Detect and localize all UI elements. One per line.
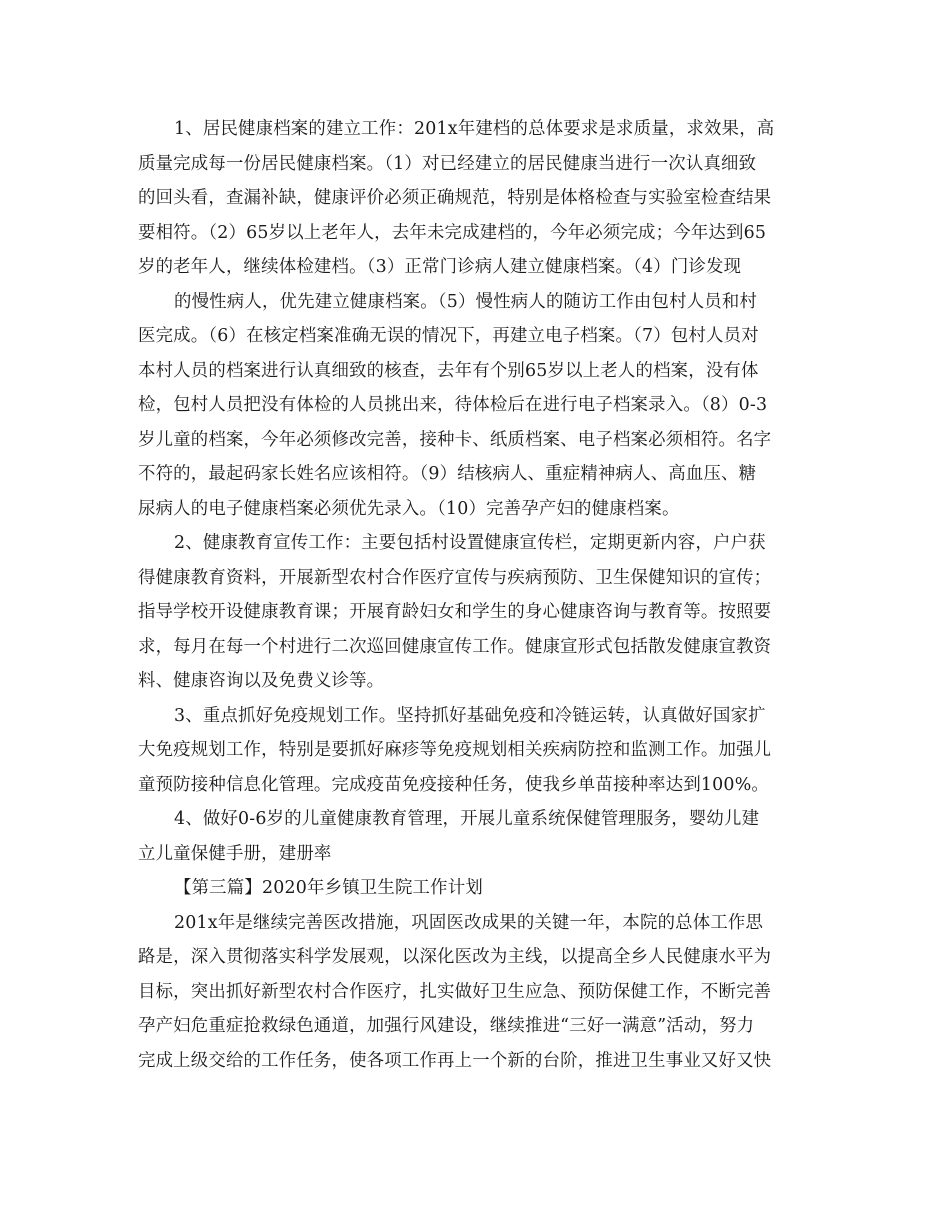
text-line: 201x年是继续完善医改措施，巩固医改成果的关键一年，本院的总体工作思 xyxy=(174,912,764,933)
text-line: 的回头看，查漏补缺，健康评价必须正确规范，特别是体格检查与实验室检查结果 xyxy=(138,188,772,208)
text-line: 医完成。（6）在核定档案准确无误的情况下，再建立电子档案。（7）包村人员对 xyxy=(138,326,759,346)
text-line: 尿病人的电子健康档案必须优先录入。（10）完善孕产妇的健康档案。 xyxy=(138,498,680,519)
text-line: 2、健康教育宣传工作：主要包括村设置健康宣传栏，定期更新内容，户户获 xyxy=(174,533,766,553)
text-line: 1、居民健康档案的建立工作：201x年建档的总体要求是求质量，求效果，高 xyxy=(174,119,775,139)
document-body xyxy=(138,112,813,1078)
text-line: 要相符。（2）65岁以上老年人，去年未完成建档的，今年必须完成；今年达到65 xyxy=(138,222,767,243)
text-line: 的慢性病人，优先建立健康档案。（5）慢性病人的随访工作由包村人员和村 xyxy=(174,291,758,312)
text-line: 完成上级交给的工作任务，使各项工作再上一个新的台阶，推进卫生事业又好又快 xyxy=(138,1050,772,1071)
text-line: 检，包村人员把没有体检的人员挑出来，待体检后在进行电子档案录入。（8）0-3 xyxy=(138,395,768,415)
text-line: 3、重点抓好免疫规划工作。坚持抓好基础免疫和冷链运转，认真做好国家扩 xyxy=(174,705,766,726)
text-line: 本村人员的档案进行认真细致的核查，去年有个别65岁以上老人的档案，没有体 xyxy=(138,360,759,381)
text-line: 不符的，最起码家长姓名应该相符。（9）结核病人、重症精神病人、高血压、糖 xyxy=(138,464,757,484)
section-heading: 【第三篇】2020年乡镇卫生院工作计划 xyxy=(174,878,483,898)
text-line: 童预防接种信息化管理。完成疫苗免疫接种任务，使我乡单苗接种率达到100%。 xyxy=(138,774,770,795)
text-line: 路是，深入贯彻落实科学发展观，以深化医改为主线，以提高全乡人民健康水平为 xyxy=(138,947,772,967)
text-line: 立儿童保健手册，建册率 xyxy=(138,843,332,864)
text-line: 得健康教育资料，开展新型农村合作医疗宣传与疾病预防、卫生保健知识的宣传； xyxy=(138,567,772,588)
text-line: 大免疫规划工作，特别是要抓好麻疹等免疫规划相关疾病防控和监测工作。加强儿 xyxy=(138,740,772,760)
text-line: 岁儿童的档案，今年必须修改完善，接种卡、纸质档案、电子档案必须相符。名字 xyxy=(138,429,772,450)
text-line: 岁的老年人，继续体检建档。（3）正常门诊病人建立健康档案。（4）门诊发现 xyxy=(138,257,742,277)
text-line: 求，每月在每一个村进行二次巡回健康宣传工作。健康宣形式包括散发健康宣教资 xyxy=(138,636,772,657)
text-line: 质量完成每一份居民健康档案。（1）对已经建立的居民健康当进行一次认真细致 xyxy=(138,153,757,174)
text-line: 指导学校开设健康教育课；开展育龄妇女和学生的身心健康咨询与教育等。按照要 xyxy=(138,602,772,622)
text-line: 目标，突出抓好新型农村合作医疗，扎实做好卫生应急、预防保健工作，不断完善 xyxy=(138,981,772,1002)
text-line: 4、做好0-6岁的儿童健康教育管理，开展儿童系统保健管理服务，婴幼儿建 xyxy=(174,809,760,829)
text-line: 孕产妇危重症抢救绿色通道，加强行风建设，继续推进“三好一满意”活动，努力 xyxy=(138,1016,755,1036)
text-line: 料、健康咨询以及免费义诊等。 xyxy=(138,671,385,691)
